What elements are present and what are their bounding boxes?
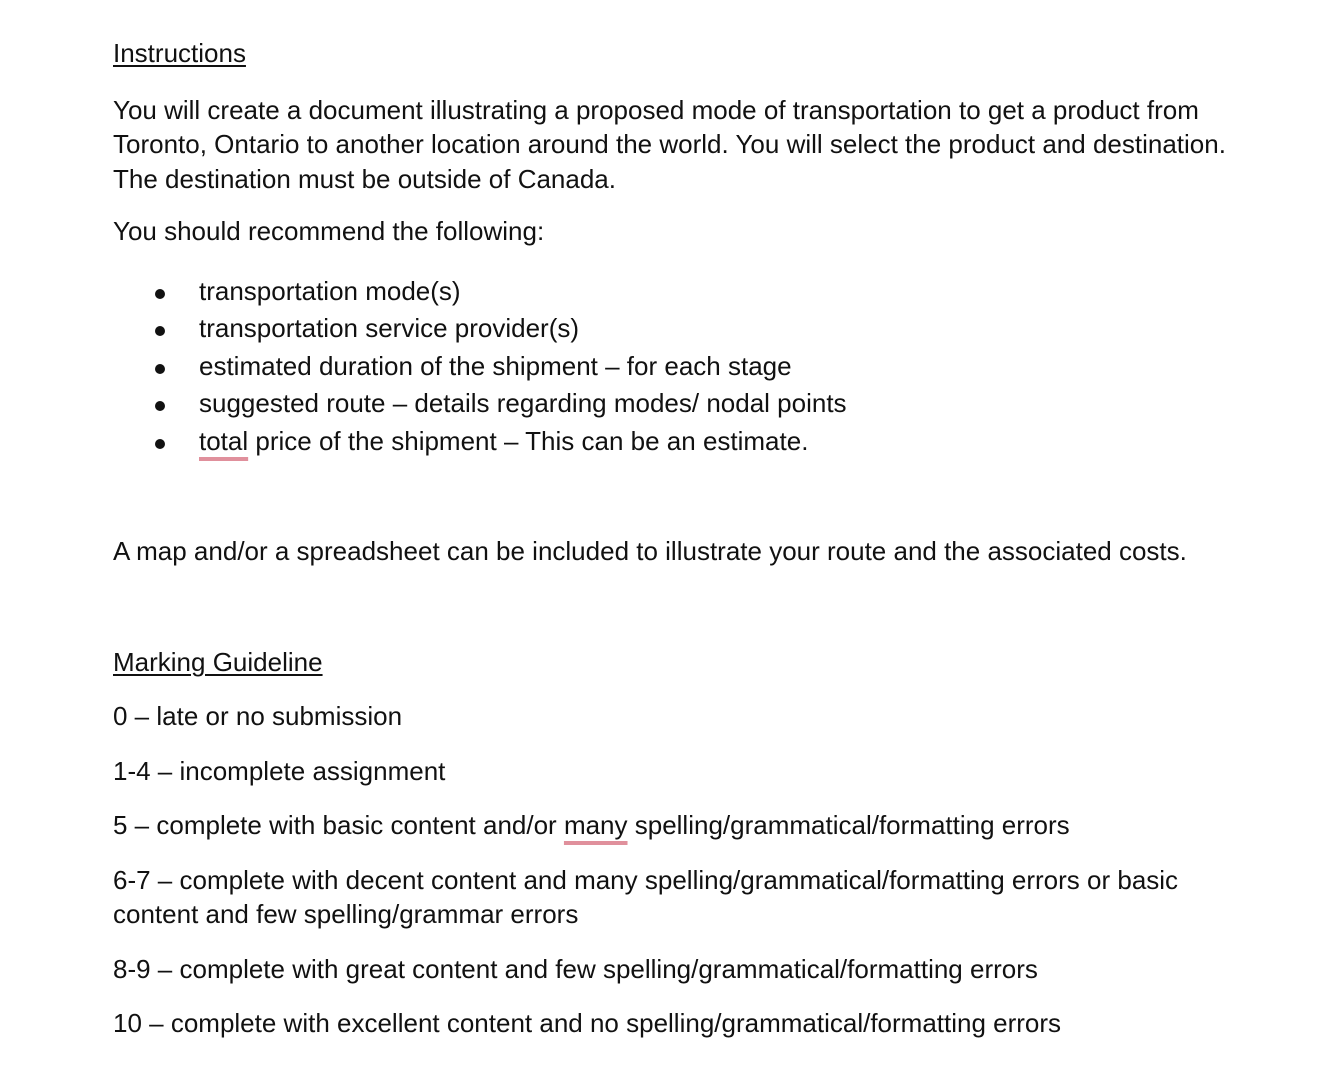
list-item	[113, 310, 1233, 348]
grade-line: 8-9 – complete with great content and few spelling/grammatical/formatting errors	[113, 953, 1038, 984]
recommend-lead-paragraph: You should recommend the following:	[113, 216, 545, 246]
list-item	[113, 423, 1233, 461]
list-item	[113, 385, 1233, 423]
list-item-text: transportation mode(s)	[199, 275, 461, 306]
grade-line: 6-7 – complete with decent content and many spelling/grammatical/formatting errors or basic content and few spelling/grammar errors	[113, 864, 1179, 929]
list-item-text: suggested route – details regarding modes/ nodal points	[199, 388, 847, 418]
spellcheck-flagged-word[interactable]: many	[563, 810, 628, 840]
marking-guideline-heading: Marking Guideline	[113, 646, 323, 677]
bullet-icon	[155, 289, 165, 299]
list-item-text: estimated duration of the shipment – for each stage	[199, 350, 792, 381]
instructions-heading: Instructions	[113, 38, 246, 68]
grade-line: 1-4 – incomplete assignment	[113, 755, 446, 786]
bullet-icon	[155, 326, 165, 336]
list-item	[113, 348, 1233, 386]
bullet-icon	[155, 439, 165, 449]
list-item-text: price of the shipment – This can be an estimate.	[248, 425, 809, 456]
map-note-paragraph: A map and/or a spreadsheet can be included to illustrate your route and the associated costs.	[113, 536, 1187, 566]
document-page	[113, 36, 1233, 1041]
spellcheck-flagged-word[interactable]: total	[199, 425, 249, 456]
grade-line-text: 5 – complete with basic content and/or	[113, 810, 564, 840]
bullet-icon	[155, 401, 165, 411]
list-item	[113, 273, 1233, 311]
list-item-text: transportation service provider(s)	[199, 313, 580, 343]
grade-line	[113, 808, 1233, 843]
grade-line-text: spelling/grammatical/formatting errors	[627, 810, 1070, 840]
instructions-intro-paragraph: You will create a document illustrating a proposed mode of transportation to get a product from Toronto, Ontario to another location around the world. You will select the product and destination. The destination must be outside of Canada.	[113, 94, 1226, 194]
recommendation-list	[113, 273, 1233, 461]
grade-line: 0 – late or no submission	[113, 701, 403, 731]
grade-line: 10 – complete with excellent content and no spelling/grammatical/formatting errors	[113, 1008, 1062, 1038]
bullet-icon	[155, 364, 165, 374]
